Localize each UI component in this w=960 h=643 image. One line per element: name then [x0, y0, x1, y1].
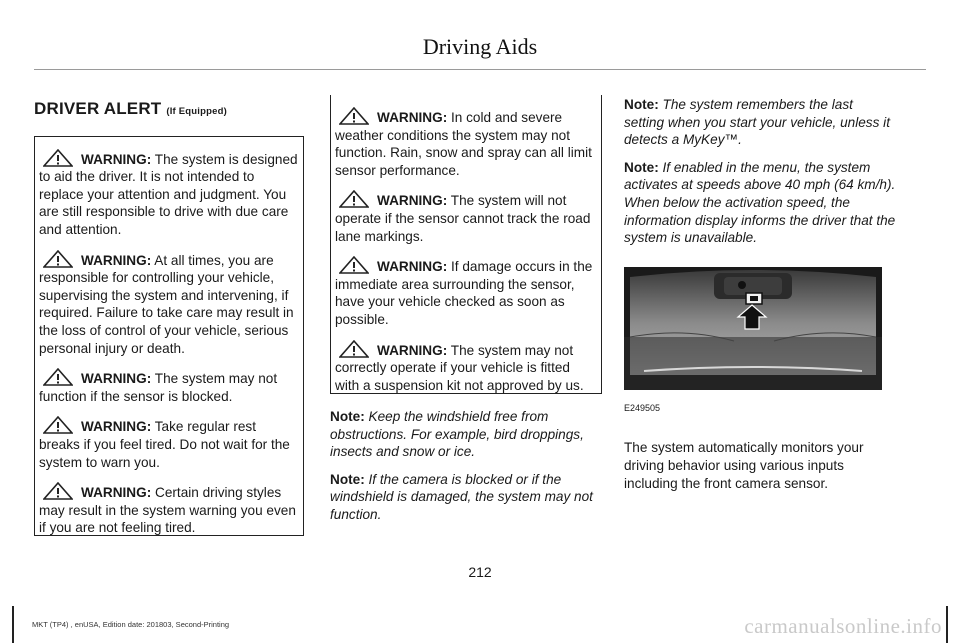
warning-triangle-icon	[43, 482, 73, 500]
warning-label: WARNING:	[377, 342, 448, 358]
warning-label: WARNING:	[81, 151, 152, 167]
warning-text: If damage occurs in the immediate area surrounding the sensor, have your vehicle checked as soon as possible.	[335, 259, 593, 327]
warning-text: The system will not operate if the sensor cannot track the road lane markings.	[335, 193, 591, 244]
body-paragraph: The system automatically monitors your driving behavior using various inputs including the front camera sensor.	[624, 440, 864, 491]
warning-triangle-icon	[43, 368, 73, 386]
windshield-camera-figure	[624, 267, 882, 390]
warning-text: The system may not correctly operate if your vehicle is fitted with a suspension kit not approved by us.	[335, 342, 584, 393]
note-label: Note:	[624, 97, 659, 112]
note-item	[330, 408, 602, 461]
warning-label: WARNING:	[81, 485, 152, 501]
footer-edition-text: MKT (TP4) , enUSA, Edition date: 201803, Second-Printing	[32, 620, 230, 629]
warning-triangle-icon	[339, 190, 369, 208]
warning-item	[39, 368, 299, 405]
note-item	[624, 96, 896, 149]
note-text: If the camera is blocked or if the windshield is damaged, the system may not function.	[330, 471, 593, 522]
warning-item	[335, 107, 597, 179]
note-item	[330, 471, 602, 524]
warning-item	[39, 482, 299, 537]
windshield-camera-illustration	[624, 267, 882, 390]
warning-label: WARNING:	[81, 371, 152, 387]
warning-label: WARNING:	[81, 419, 152, 435]
warning-text: The system is designed to aid the driver. It is not intended to replace your attention and judgment. You are still responsible to drive with due care and attention.	[39, 151, 298, 237]
warning-triangle-icon	[43, 416, 73, 434]
warning-item	[335, 256, 597, 328]
warning-triangle-icon	[43, 250, 73, 268]
note-label: Note:	[330, 409, 365, 424]
note-text: If enabled in the menu, the system activates at speeds above 40 mph (64 km/h). When below the activation speed, the information display informs the driver that the system is unavailable.	[624, 159, 896, 246]
warning-text: The system may not function if the sensor is blocked.	[39, 371, 278, 404]
note-item	[624, 159, 896, 247]
notes-group-2	[330, 408, 602, 524]
section-title-text: DRIVER ALERT	[34, 99, 162, 118]
note-text: Keep the windshield free from obstructions. For example, bird droppings, insects and snow or ice.	[330, 409, 584, 460]
watermark: carmanualsonline.info	[744, 614, 942, 638]
warning-triangle-icon	[339, 256, 369, 274]
header-rule	[34, 69, 926, 70]
warning-box-1	[34, 136, 304, 536]
column-2	[330, 96, 602, 534]
warning-label: WARNING:	[377, 259, 448, 275]
warning-item	[335, 340, 597, 395]
crop-mark-left	[12, 606, 14, 643]
warning-item	[335, 190, 597, 245]
warning-label: WARNING:	[377, 193, 448, 209]
warning-triangle-icon	[339, 340, 369, 358]
warning-item	[39, 416, 299, 471]
warning-item	[39, 250, 299, 358]
warning-text: In cold and severe weather conditions the system may not function. Rain, snow and spray can all limit sensor performance.	[335, 110, 592, 178]
note-label: Note:	[330, 471, 365, 487]
column-3	[624, 96, 896, 506]
warning-text: Take regular rest breaks if you feel tired. Do not wait for the system to warn you.	[39, 419, 290, 470]
column-1	[34, 96, 304, 536]
warning-triangle-icon	[339, 107, 369, 125]
note-label: Note:	[624, 159, 659, 175]
crop-mark-right	[946, 606, 948, 643]
warning-text: Certain driving styles may result in the system warning you even if you are not feeling tired.	[39, 485, 296, 536]
section-subtitle: (If Equipped)	[166, 106, 227, 117]
page-number: 212	[468, 564, 492, 580]
warning-triangle-icon	[43, 149, 73, 167]
warning-label: WARNING:	[377, 110, 448, 125]
note-text: The system remembers the last setting when you start your vehicle, unless it detects a MyKey™.	[624, 97, 890, 148]
warning-item	[39, 149, 299, 239]
figure-label: E249505	[624, 402, 661, 413]
section-title	[34, 100, 304, 121]
page-header-title: Driving Aids	[422, 34, 538, 59]
warning-label: WARNING:	[81, 252, 152, 268]
warning-text: At all times, you are responsible for controlling your vehicle, supervising the system and intervening, if required. Failure to take care may result in the loss of control of your vehicle, serious personal injury or death.	[39, 252, 294, 356]
warning-box-2	[330, 95, 602, 394]
